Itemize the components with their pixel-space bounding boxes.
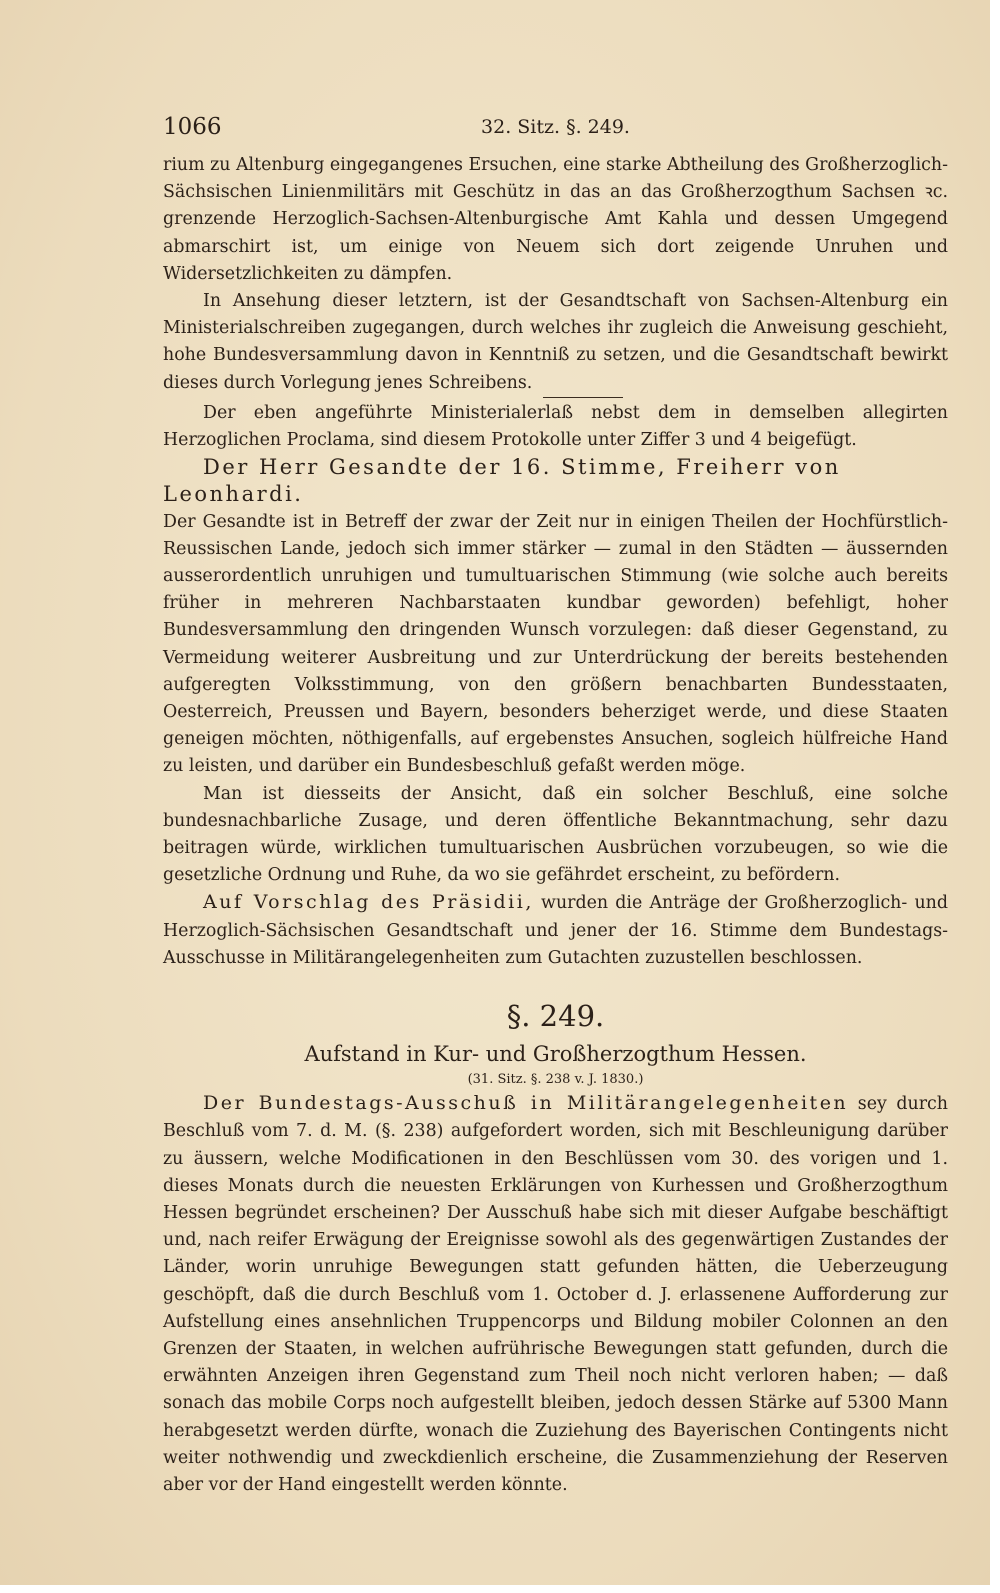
- presidium-lead: Auf Vorschlag des Präsidii,: [203, 891, 534, 914]
- running-title: 32. Sitz. §. 249.: [481, 116, 630, 138]
- page-body: [163, 152, 948, 1499]
- page-number: 1066: [163, 114, 222, 140]
- paragraph-reuss-request: Der Gesandte ist in Betreff der zwar der Zeit nur in einigen Theilen der Hochfürstlich-Reussischen Lande, jedoch sich immer stärker — zumal in den Städten — äussernden ausserordentlich unruhigen und tumultuarischen Stimmung (wie solche auch bereits früher in mehreren Nachbarstaaten kundbar geworden) befehligt, hoher Bundesversammlung den dringenden Wunsch vorzulegen: daß dieser Gegenstand, zu Vermeidung weiterer Ausbreitung und zur Unterdrückung der bereits bestehenden aufgeregten Volksstimmung, von den größern benachbarten Bundesstaaten, Oesterreich, Preussen und Bayern, besonders beherziget werde, und diese Staaten geneigen möchten, nöthigenfalls, auf ergebenstes Ansuchen, sogleich hülfreiche Hand zu leisten, und darüber ein Bundesbeschluß gefaßt werden möge.: [163, 511, 948, 777]
- paragraph-altenburg: In Ansehung dieser letztern, ist der Gesandtschaft von Sachsen-Altenburg ein Ministerialschreiben zugegangen, durch welches ihr zugleich die Anweisung geschieht, hohe Bundesversammlung davon in Kenntniß zu setzen, und die Gesandtschaft bewirkt dieses durch Vorlegung jenes Schreibens.: [163, 291, 948, 393]
- paragraph-federal-assurance: Man ist diesseits der Ansicht, daß ein solcher Beschluß, eine solche bundesnachbarliche Zusage, und deren öffentliche Bekanntmachung, sehr dazu beitragen würde, wirklichen tumultuarischen Ausbrüchen vorzubeugen, so wie die gesetzliche Ordnung und Ruhe, da wo sie gefährdet erscheint, zu befördern.: [163, 783, 948, 886]
- section-title: Aufstand in Kur- und Großherzogthum Hessen.: [304, 1042, 807, 1067]
- paragraph-ministerial-decree: Der eben angeführte Ministerialerlaß nebst dem in demselben allegirten Herzoglichen Proclama, sind diesem Protokolle unter Ziffer 3 und 4 beigefügt.: [163, 402, 948, 451]
- page-header: [163, 114, 948, 148]
- speaker-heading: Der Herr Gesandte der 16. Stimme, Freiherr von Leonhardi.: [163, 455, 841, 507]
- paragraph-military-committee: [163, 1090, 948, 1499]
- divider-rule: [543, 397, 623, 398]
- paragraph-continuation: rium zu Altenburg eingegangenes Ersuchen, eine starke Abtheilung des Großherzoglich-Sächsischen Linienmilitärs mit Geschütz in das an das Großherzogthum Sachsen ꝛc. grenzende Herzoglich-Sachsen-Altenburgische Amt Kahla und dessen Umgegend abmarschirt ist, um einige von Neuem sich dort zeigende Unruhen und Widersetzlichkeiten zu dämpfen.: [163, 155, 948, 284]
- presidium-rest: wurden die Anträge der Großherzoglich- und Herzoglich-Sächsischen Gesandtschaft und jener der 16. Stimme dem Bundestags-Ausschusse in Militärangelegenheiten zum Gutachten zuzustellen beschlossen.: [163, 893, 948, 968]
- paragraph-presidium-proposal: [163, 889, 948, 972]
- committee-rest: sey durch Beschluß vom 7. d. M. (§. 238) aufgefordert worden, sich mit Beschleunigung darüber zu äussern, welche Modificationen in den Beschlüssen vom 30. des vorigen und 1. dieses Monats durch die neuesten Erklärungen von Kurhessen und Großherzogthum Hessen begründet erscheinen? Der Ausschuß habe sich mit dieser Aufgabe beschäftigt und, nach reifer Erwägung der Ereignisse sowohl als des gegenwärtigen Zustandes der Länder, worin unruhige Bewegungen statt gefunden hätten, die Ueberzeugung geschöpft, daß die durch Beschluß vom 1. October d. J. erlassenene Aufforderung zur Aufstellung eines ansehnlichen Truppencorps und Bildung mobiler Colonnen an den Grenzen der Staaten, in welchen aufrührische Bewegungen statt gefunden, durch die erwähnten Anzeigen ihren Gegenstand zum Theil noch nicht verloren haben; — daß sonach das mobile Corps noch aufgestellt bleiben, jedoch dessen Stärke auf 5300 Mann herabgesetzt werden dürfte, wonach die Zuziehung des Bayerischen Contingents nicht weiter nothwendig und zweckdienlich erscheine, die Zusammenziehung der Reserven aber vor der Hand eingestellt werden könnte.: [163, 1094, 948, 1495]
- section-number: §. 249.: [506, 999, 605, 1034]
- committee-lead: Der Bundestags-Ausschuß in Militärangelegenheiten: [203, 1092, 849, 1115]
- section-reference: (31. Sitz. §. 238 v. J. 1830.): [467, 1072, 644, 1088]
